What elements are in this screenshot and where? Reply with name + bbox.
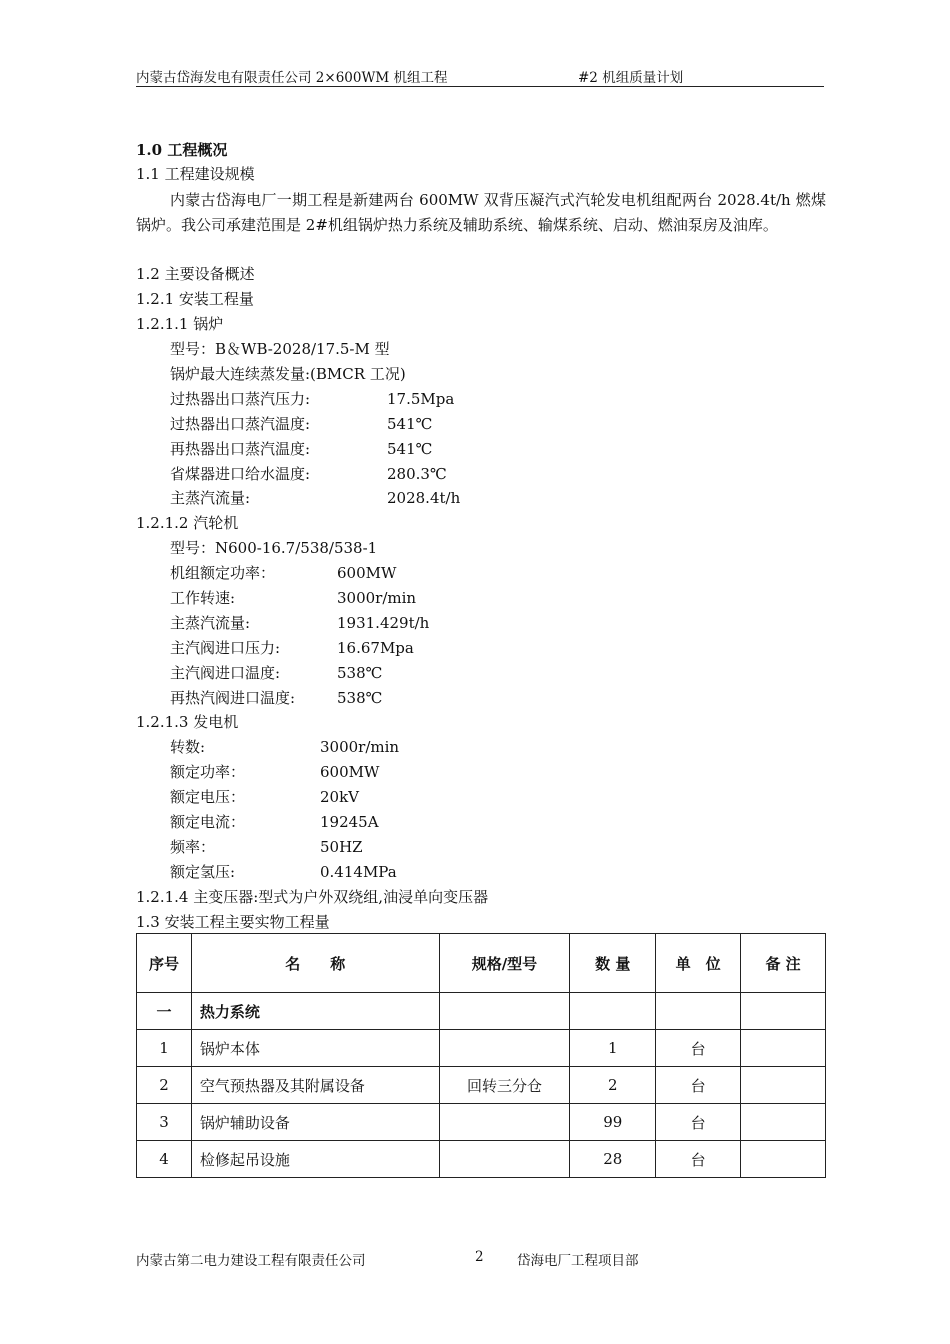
heading-transformer: 1.2.1.4 主变压器:型式为户外双绕组,油浸单向变压器 [136,888,489,906]
cell-note [741,1030,826,1067]
footer-department: 岱海电厂工程项目部 [517,1253,639,1269]
boiler-param-label: 再热器出口蒸汽温度: [170,440,311,458]
col-header-no: 序号 [137,934,192,993]
cell-name: 锅炉辅助设备 [191,1104,439,1141]
cell-unit: 台 [656,1067,741,1104]
table-row [137,1030,826,1067]
generator-param-label: 额定电流： [170,813,246,831]
cell-unit: 台 [656,1030,741,1067]
turbine-param-label: 主汽阀进口压力: [170,639,281,657]
paragraph-scope: 内蒙古岱海电厂一期工程是新建两台 600MW 双背压凝汽式汽轮发电机组配两台 2028.4t/h 燃煤锅炉。我公司承建范围是 2#机组锅炉热力系统及辅助系统、输煤系统、启动、燃油泵房及油库。 [136,191,826,234]
boiler-param-label: 省煤器进口给水温度: [170,465,311,483]
header-project: 内蒙古岱海发电有限责任公司 2×600WM 机组工程 [136,70,448,86]
quantity-table [136,933,826,1178]
turbine-param-value: 600MW [337,564,397,582]
col-header-name: 名 称 [191,934,439,993]
turbine-param-value: 538℃ [337,664,383,682]
page-header [136,66,824,87]
boiler-param-label: 过热器出口蒸汽温度: [170,415,311,433]
heading-boiler: 1.2.1.1 锅炉 [136,315,224,333]
col-header-unit: 单 位 [656,934,741,993]
boiler-param-value: 541℃ [387,415,433,433]
cell-unit: 台 [656,1141,741,1178]
generator-param-value: 19245A [320,813,379,831]
heading-1-1: 1.1 工程建设规模 [136,165,255,183]
heading-1-3: 1.3 安装工程主要实物工程量 [136,913,330,931]
turbine-param-label: 主汽阀进口温度: [170,664,281,682]
boiler-param-value: 17.5Mpa [387,390,455,408]
cell-no: 3 [137,1104,192,1141]
cell-qty: 99 [570,1104,656,1141]
generator-param-label: 转数: [170,738,206,756]
generator-param-value: 600MW [320,763,380,781]
boiler-bmcr: 锅炉最大连续蒸发量:(BMCR 工况) [170,365,406,383]
cell-note [741,1141,826,1178]
cell-note [741,1104,826,1141]
turbine-param-value: 538℃ [337,689,383,707]
cell-no: 4 [137,1141,192,1178]
table-section-row [137,993,826,1030]
cell-spec [439,1141,570,1178]
turbine-param-value: 16.67Mpa [337,639,414,657]
section-no: 一 [137,993,192,1030]
boiler-param-value: 280.3℃ [387,465,447,483]
heading-turbine: 1.2.1.2 汽轮机 [136,514,239,532]
heading-1-2: 1.2 主要设备概述 [136,265,255,283]
heading-1-0: 1.0 工程概况 [136,141,228,159]
cell-spec [439,1030,570,1067]
footer-company: 内蒙古第二电力建设工程有限责任公司 [136,1253,366,1269]
cell-qty: 1 [570,1030,656,1067]
generator-param-value: 0.414MPa [320,863,397,881]
cell-note [741,1067,826,1104]
turbine-param-label: 工作转速: [170,589,236,607]
cell-spec [439,1104,570,1141]
table-cell [656,993,741,1030]
page-number: 2 [475,1249,484,1265]
boiler-model: 型号：B＆WB-2028/17.5-M 型 [170,340,390,358]
generator-param-label: 频率： [170,838,216,856]
cell-spec: 回转三分仓 [439,1067,570,1104]
turbine-param-label: 机组额定功率： [170,564,276,582]
col-header-spec: 规格/型号 [439,934,570,993]
table-row [137,1067,826,1104]
col-header-note: 备 注 [741,934,826,993]
header-doc-title: #2 机组质量计划 [578,70,684,86]
cell-no: 1 [137,1030,192,1067]
turbine-param-value: 1931.429t/h [337,614,430,632]
cell-no: 2 [137,1067,192,1104]
generator-param-label: 额定功率： [170,763,246,781]
cell-qty: 2 [570,1067,656,1104]
col-header-qty: 数 量 [570,934,656,993]
table-row [137,1141,826,1178]
generator-param-value: 3000r/min [320,738,400,756]
boiler-param-value: 2028.4t/h [387,489,461,507]
turbine-param-label: 主蒸汽流量: [170,614,251,632]
table-cell [570,993,656,1030]
cell-unit: 台 [656,1104,741,1141]
heading-1-2-1: 1.2.1 安装工程量 [136,290,254,308]
boiler-param-label: 主蒸汽流量: [170,489,251,507]
turbine-param-value: 3000r/min [337,589,417,607]
turbine-model: 型号：N600-16.7/538/538-1 [170,539,378,557]
table-row [137,1104,826,1141]
cell-qty: 28 [570,1141,656,1178]
table-cell [439,993,570,1030]
generator-param-label: 额定电压： [170,788,246,806]
generator-param-label: 额定氢压: [170,863,236,881]
section-name: 热力系统 [191,993,439,1030]
table-header-row [137,934,826,993]
generator-param-value: 50HZ [320,838,363,856]
generator-param-value: 20kV [320,788,360,806]
boiler-param-value: 541℃ [387,440,433,458]
boiler-param-label: 过热器出口蒸汽压力: [170,390,311,408]
cell-name: 空气预热器及其附属设备 [191,1067,439,1104]
cell-name: 锅炉本体 [191,1030,439,1067]
cell-name: 检修起吊设施 [191,1141,439,1178]
table-cell [741,993,826,1030]
turbine-param-label: 再热汽阀进口温度: [170,689,296,707]
heading-generator: 1.2.1.3 发电机 [136,713,239,731]
